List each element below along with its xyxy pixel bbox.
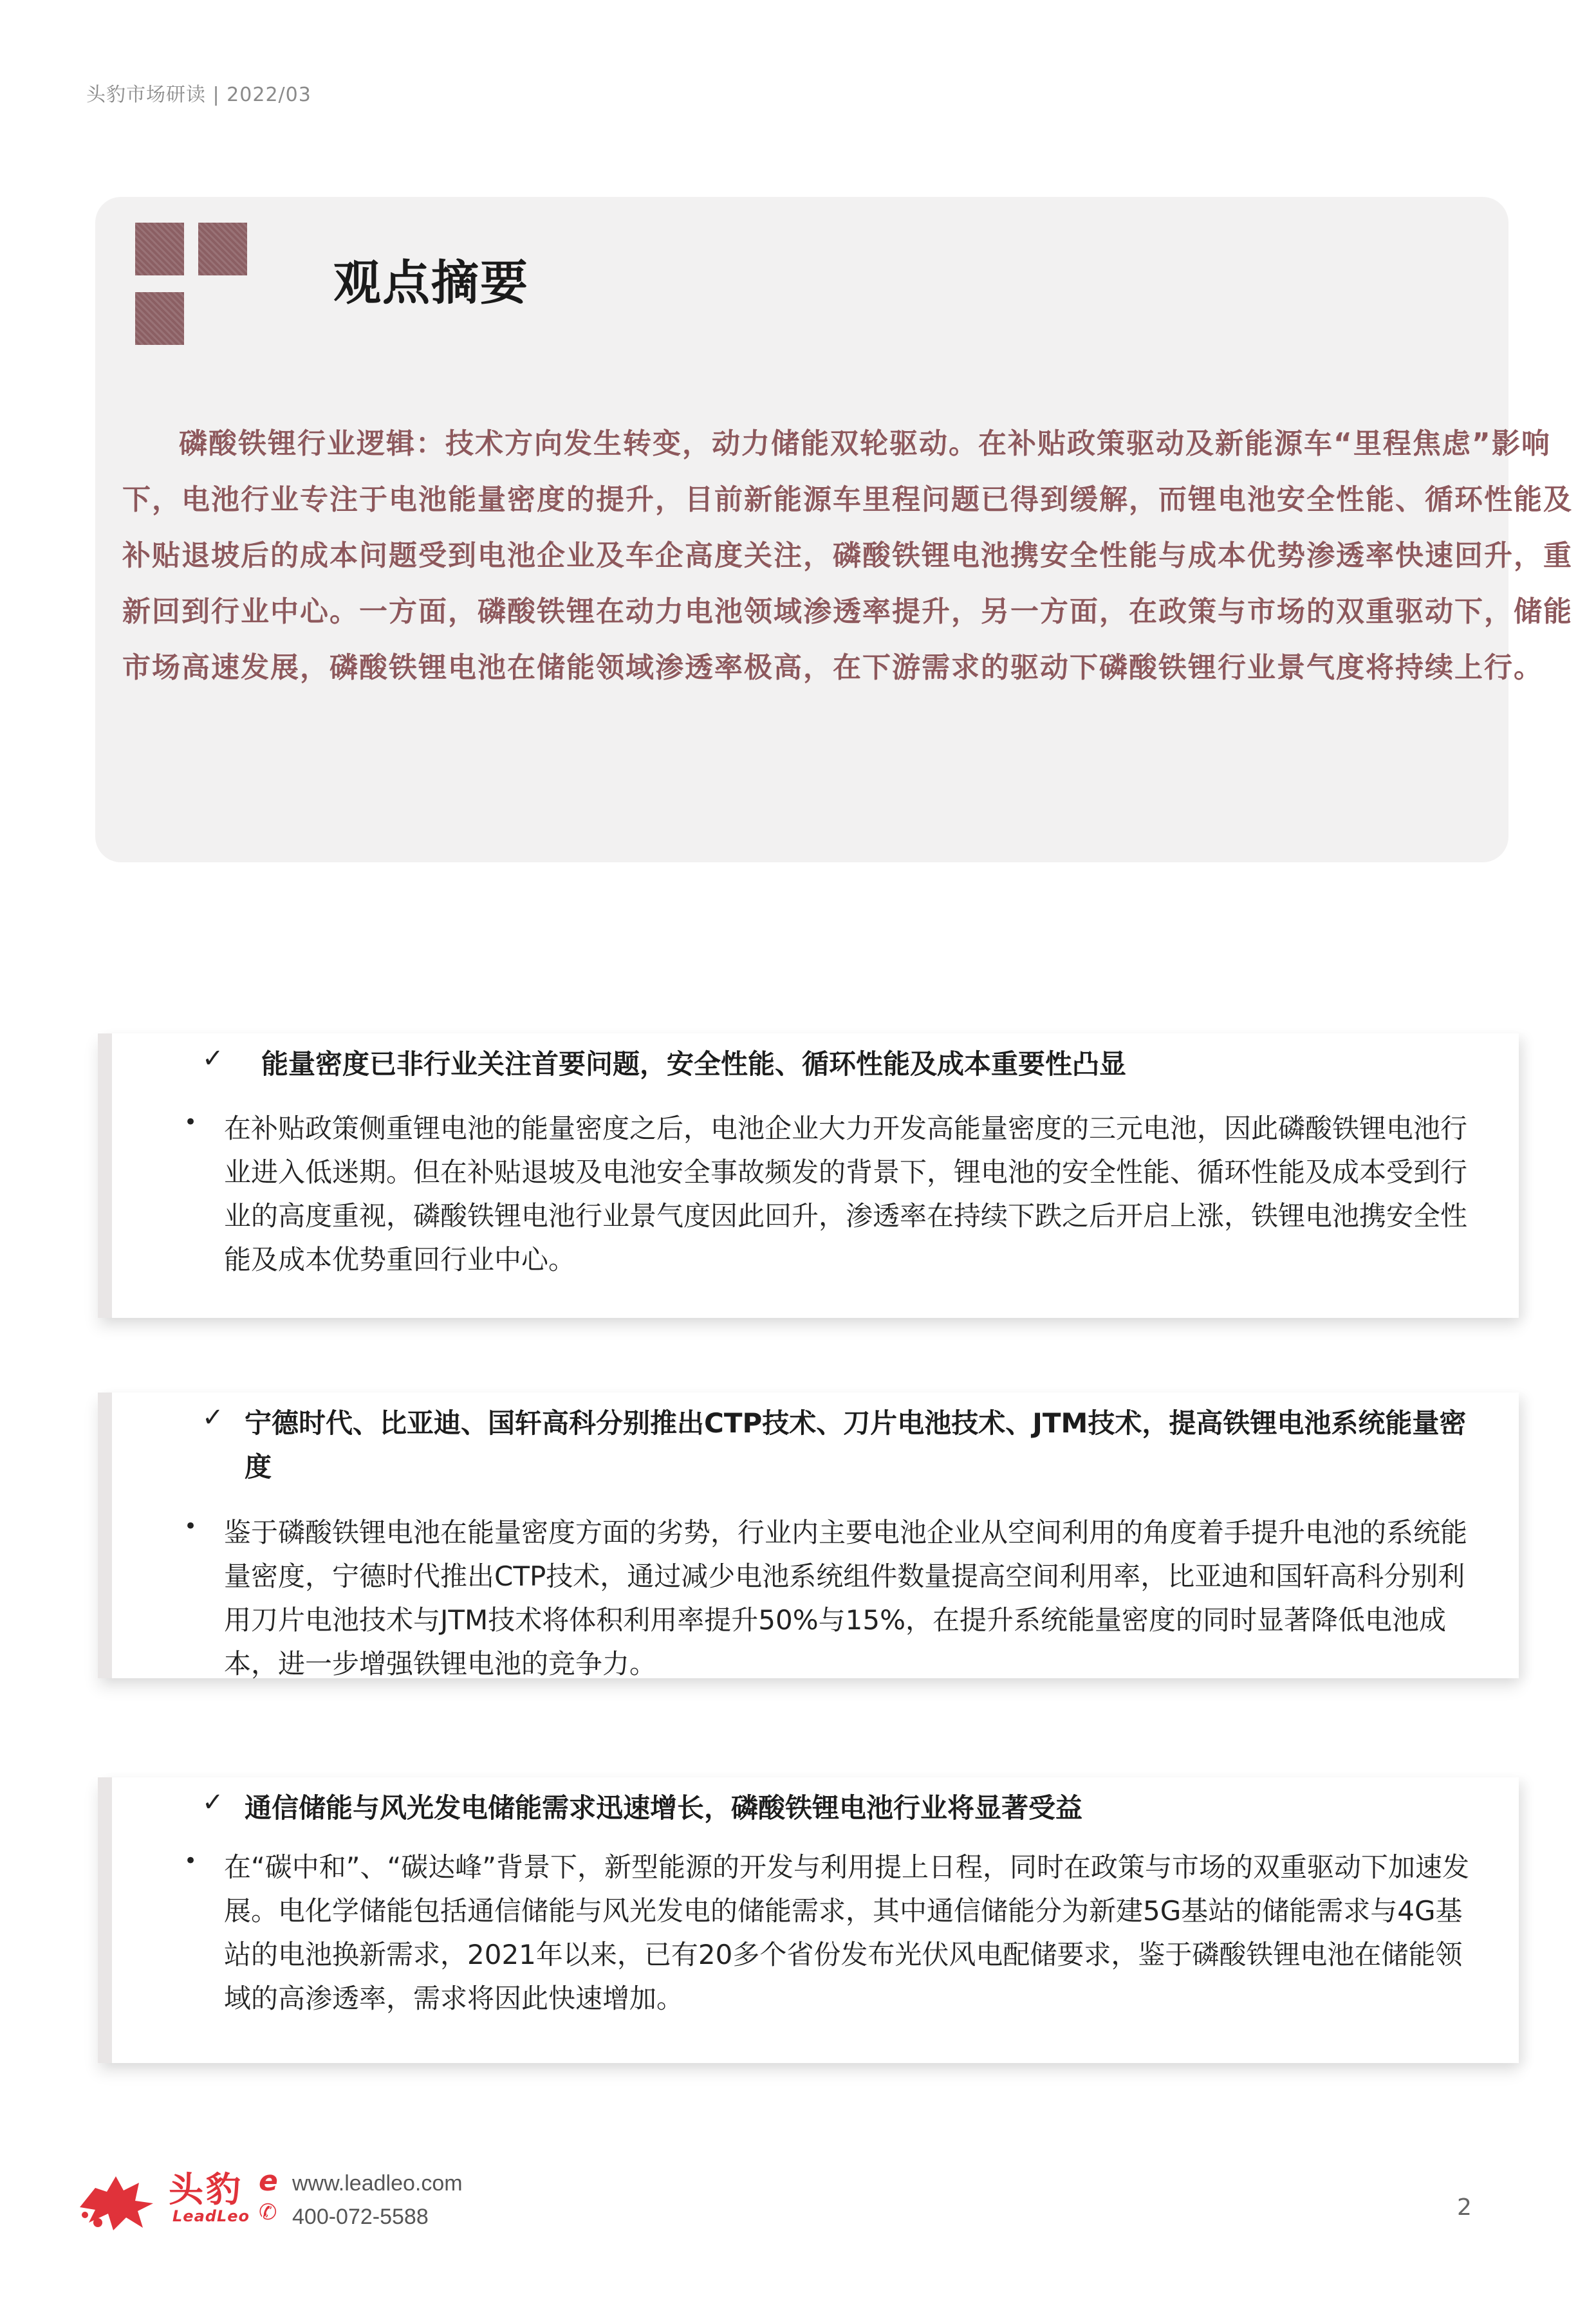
page-number: 2 [1457,2194,1472,2221]
summary-title: 观点摘要 [333,255,529,311]
bullet-icon: • [184,1514,198,1539]
point-heading: 能量密度已非行业关注首要问题，安全性能、循环性能及成本重要性凸显 [261,1048,1127,1080]
decor-square-icon [135,223,184,275]
footer-url-link[interactable]: www.leadleo.com [292,2171,463,2196]
point-card [98,1393,1519,1678]
point-heading: 通信储能与风光发电储能需求迅速增长，磷酸铁锂电池行业将显著受益 [245,1792,1083,1824]
point-body: 在“碳中和”、“碳达峰”背景下，新型能源的开发与利用提上日程，同时在政策与市场的双重驱动下加速发展。电化学储能包括通信储能与风光发电的储能需求，其中通信储能分为新建5G基站的储能需求与4G基站的电池换新需求，2021年以来，已有20多个省份发布光伏风电配储要求，鉴于磷酸铁锂电池在储能领域的高渗透率，需求将因此快速增加。 [224,1851,1470,2014]
phone-icon: ✆ [259,2199,277,2225]
summary-panel [95,197,1573,862]
point-body: 鉴于磷酸铁锂电池在能量密度方面的劣势，行业内主要电池企业从空间利用的角度着手提升电池的系统能量密度，宁德时代推出CTP技术，通过减少电池系统组件数量提高空间利用率，比亚迪和国轩高科分别利用刀片电池技术与JTM技术将体积利用率提升50%与15%，在提升系统能量密度的同时显著降低电池成本，进一步增强铁锂电池的竞争力。 [224,1517,1468,1680]
footer-phone: 400-072-5588 [292,2205,429,2229]
point-card [98,1033,1519,1318]
bullet-icon: • [184,1109,198,1135]
logo-chinese: 头豹 [169,2169,243,2210]
web-icon: e [259,2165,278,2198]
header-source: 头豹市场研读 | 2022/03 [86,84,311,106]
point-card [98,1777,1519,2063]
summary-body: 磷酸铁锂行业逻辑：技术方向发生转变，动力储能双轮驱动。在补贴政策驱动及新能源车“里程焦虑”影响下，电池行业专注于电池能量密度的提升，目前新能源车里程问题已得到缓解，而锂电池安全性能、循环性能及补贴退坡后的成本问题受到电池企业及车企高度关注，磷酸铁锂电池携安全性能与成本优势渗透率快速回升，重新回到行业中心。一方面，磷酸铁锂在动力电池领域渗透率提升，另一方面，在政策与市场的双重驱动下，储能市场高速发展，磷酸铁锂电池在储能领域渗透率极高，在下游需求的驱动下磷酸铁锂行业景气度将持续上行。 [122,427,1573,684]
check-icon: ✓ [202,1403,224,1432]
leadleo-leopard-icon [76,2169,166,2233]
logo-english: LeadLeo [172,2207,250,2225]
decor-square-icon [135,292,184,345]
check-icon: ✓ [202,1044,224,1073]
point-body: 在补贴政策侧重锂电池的能量密度之后，电池企业大力开发高能量密度的三元电池，因此磷酸铁锂电池行业进入低迷期。但在补贴退坡及电池安全事故频发的背景下，锂电池的安全性能、循环性能及成本受到行业的高度重视，磷酸铁锂电池行业景气度因此回升，渗透率在持续下跌之后开启上涨，铁锂电池携安全性能及成本优势重回行业中心。 [224,1113,1468,1275]
decor-square-icon [198,223,247,275]
bullet-icon: • [184,1848,198,1874]
point-heading: 宁德时代、比亚迪、国轩高科分别推出CTP技术、刀片电池技术、JTM技术，提高铁锂电池系统能量密度 [245,1407,1467,1483]
check-icon: ✓ [202,1788,224,1817]
